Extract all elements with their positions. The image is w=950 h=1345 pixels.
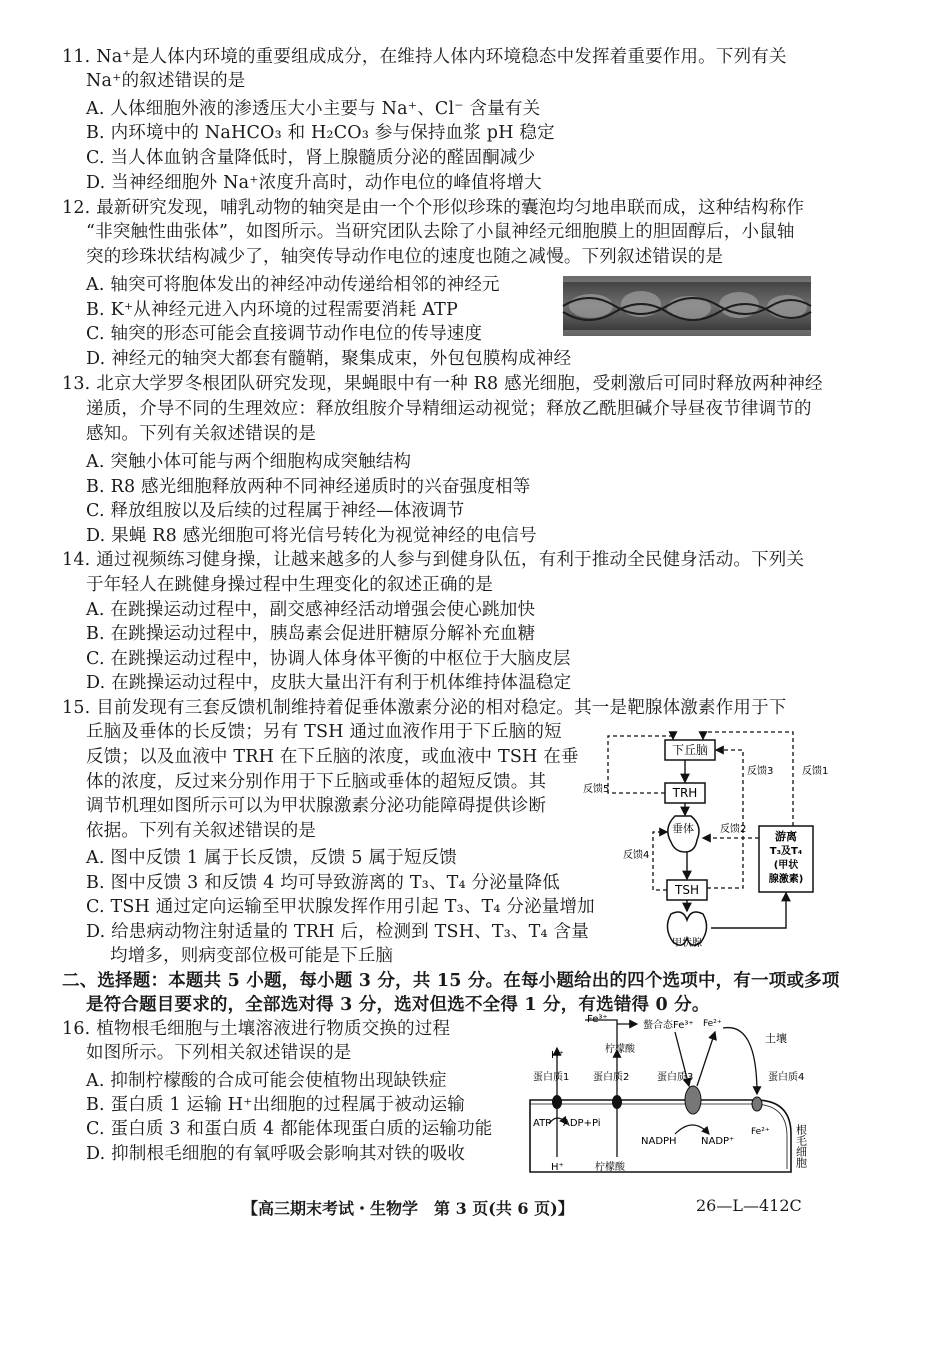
q11-stem-1: 11. Na⁺是人体内环境的重要组成成分，在维持人体内环境稳态中发挥着重要作用。下列有关 [62, 47, 787, 67]
protein-2-label: 蛋白质2 [593, 1072, 630, 1083]
h-top-label: H⁺ [551, 1050, 564, 1061]
q12-stem-3: 突的珍珠状结构减少了，轴突传导动作电位的速度也随之减慢。下列叙述错误的是 [86, 247, 724, 267]
q15-option-c: C. TSH 通过定向运输至甲状腺发挥作用引起 T₃、T₄ 分泌量增加 [86, 897, 595, 917]
protein-1-label: 蛋白质1 [533, 1072, 570, 1083]
q16-option-a: A. 抑制柠檬酸的合成可能会使植物出现缺铁症 [86, 1071, 447, 1091]
feedback-4-label: 反馈4 [623, 850, 650, 861]
q15-option-d-1: D. 给患病动物注射适量的 TRH 后，检测到 TSH、T₃、T₄ 含量 [86, 922, 589, 942]
feedback-2-label: 反馈2 [720, 824, 747, 835]
free-hormone-label-1: 游离 [775, 830, 797, 843]
feedback-1-label: 反馈1 [802, 766, 829, 777]
q16-option-d: D. 抑制根毛细胞的有氧呼吸会影响其对铁的吸收 [86, 1144, 466, 1164]
q11-option-d: D. 当神经细胞外 Na⁺浓度升高时，动作电位的峰值将增大 [86, 173, 542, 193]
q14-option-d: D. 在跳操运动过程中，皮肤大量出汗有利于机体维持体温稳定 [86, 673, 572, 693]
feedback-3-label: 反馈3 [747, 766, 774, 777]
thyroid-label: 甲状腺 [672, 938, 702, 949]
q13-option-b: B. R8 感光细胞释放两种不同神经递质时的兴奋强度相等 [86, 477, 531, 497]
hypothalamus-label: 下丘脑 [671, 743, 709, 757]
fe2-in-label: Fe²⁺ [751, 1127, 770, 1137]
q12-option-d: D. 神经元的轴突大都套有髓鞘，聚集成束，外包包膜构成神经 [86, 349, 572, 369]
q13-option-c: C. 释放组胺以及后续的过程属于神经—体液调节 [86, 501, 465, 521]
q15-stem-5: 调节机理如图所示可以为甲状腺激素分泌功能障碍提供诊断 [86, 796, 547, 816]
q15-stem-6: 依据。下列有关叙述错误的是 [86, 821, 317, 841]
protein-4 [752, 1097, 762, 1111]
q13-stem-1: 13. 北京大学罗冬根团队研究发现，果蝇眼中有一种 R8 感光细胞，受刺激后可同时释放两种神经 [62, 374, 823, 394]
q12-option-a: A. 轴突可将胞体发出的神经冲动传递给相邻的神经元 [86, 275, 500, 295]
root-hair-cell-label: 根毛细胞 [794, 1124, 808, 1168]
free-hormone-label-2: T₃及T₄ [769, 846, 803, 857]
q11-option-a: A. 人体细胞外液的渗透压大小主要与 Na⁺、Cl⁻ 含量有关 [86, 99, 541, 119]
tsh-label: TSH [675, 883, 699, 897]
q12-option-c: C. 轴突的形态可能会直接调节动作电位的传导速度 [86, 324, 483, 344]
q14-stem-1: 14. 通过视频练习健身操，让越来越多的人参与到健身队伍，有利于推动全民健身活动。下列关 [62, 550, 805, 570]
atp-label: ATP [533, 1118, 552, 1129]
q11-stem-2: Na⁺的叙述错误的是 [86, 71, 246, 91]
q16-stem-1: 16. 植物根毛细胞与土壤溶液进行物质交换的过程 [62, 1019, 451, 1039]
q12-option-b: B. K⁺从神经元进入内环境的过程需要消耗 ATP [86, 300, 458, 320]
soil-label: 土壤 [765, 1032, 787, 1045]
chelate-label: 螯合态Fe³⁺ [643, 1020, 694, 1031]
fe3-label: Fe³⁺ [587, 1014, 608, 1025]
feedback-5-label: 反馈5 [583, 784, 610, 795]
nadp-label: NADP⁺ [701, 1136, 735, 1147]
q11-option-b: B. 内环境中的 NaHCO₃ 和 H₂CO₃ 参与保持血浆 pH 稳定 [86, 123, 555, 143]
q13-stem-2: 递质，介导不同的生理效应：释放组胺介导精细运动视觉；释放乙酰胆碱介导昼夜节律调节的 [86, 399, 812, 419]
q14-stem-2: 于年轻人在跳健身操过程中生理变化的叙述正确的是 [86, 575, 494, 595]
footer-code: 26—L—412C [696, 1196, 802, 1215]
pituitary-label: 垂体 [672, 822, 694, 835]
q14-option-c: C. 在跳操运动过程中，协调人体身体平衡的中枢位于大脑皮层 [86, 649, 571, 669]
q12-stem-1: 12. 最新研究发现，哺乳动物的轴突是由一个个形似珍珠的囊泡均匀地串联而成，这种结构称作 [62, 198, 805, 218]
q15-option-a: A. 图中反馈 1 属于长反馈，反馈 5 属于短反馈 [86, 848, 457, 868]
protein-3-label: 蛋白质3 [657, 1072, 694, 1083]
adp-label: ADP+Pi [563, 1118, 601, 1129]
thyroid-feedback-diagram [583, 728, 829, 954]
q15-stem-4: 体的浓度，反过来分别作用于下丘脑或垂体的超短反馈。其 [86, 772, 547, 792]
free-hormone-label-4: 腺激素) [768, 874, 804, 885]
free-hormone-label-3: (甲状 [773, 860, 799, 871]
root-hair-cell-diagram [525, 1012, 820, 1177]
q16-stem-2: 如图所示。下列相关叙述错误的是 [86, 1043, 352, 1063]
q13-stem-3: 感知。下列有关叙述错误的是 [86, 424, 317, 444]
q15-stem-2: 丘脑及垂体的长反馈；另有 TSH 通过血液作用于下丘脑的短 [86, 722, 562, 742]
q14-option-b: B. 在跳操运动过程中，胰岛素会促进肝糖原分解补充血糖 [86, 624, 536, 644]
q14-option-a: A. 在跳操运动过程中，副交感神经活动增强会使心跳加快 [86, 600, 536, 620]
footer-title: 【高三期末考试・生物学 第 3 页(共 6 页)】 [242, 1199, 574, 1218]
axon-micrograph [563, 276, 811, 336]
q15-option-b: B. 图中反馈 3 和反馈 4 均可导致游离的 T₃、T₄ 分泌量降低 [86, 873, 561, 893]
q15-stem-3: 反馈；以及血液中 TRH 在下丘脑的浓度，或血液中 TSH 在垂 [86, 747, 579, 767]
q15-stem-1: 15. 目前发现有三套反馈机制维持着促垂体激素分泌的相对稳定。其一是靶腺体激素作用于下 [62, 698, 787, 718]
trh-label: TRH [672, 786, 698, 800]
fe2-top-label: Fe²⁺ [703, 1019, 722, 1029]
protein-3 [685, 1086, 701, 1114]
h-bottom-label: H⁺ [551, 1162, 564, 1173]
section-2-header-1: 二、选择题：本题共 5 小题，每小题 3 分，共 15 分。在每小题给出的四个选项中，有一项或多项 [62, 971, 840, 991]
q13-option-d: D. 果蝇 R8 感光细胞可将光信号转化为视觉神经的电信号 [86, 526, 537, 546]
q12-stem-2: “非突触性曲张体”，如图所示。当研究团队去除了小鼠神经元细胞膜上的胆固醇后，小鼠轴 [86, 222, 795, 242]
q13-option-a: A. 突触小体可能与两个细胞构成突触结构 [86, 452, 412, 472]
q11-option-c: C. 当人体血钠含量降低时，肾上腺髓质分泌的醛固酮减少 [86, 148, 536, 168]
q16-option-b: B. 蛋白质 1 运输 H⁺出细胞的过程属于被动运输 [86, 1095, 466, 1115]
citric-top-label: 柠檬酸 [605, 1044, 635, 1055]
nadph-label: NADPH [641, 1136, 677, 1147]
protein-4-label: 蛋白质4 [768, 1072, 805, 1083]
section-2-header-2: 是符合题目要求的，全部选对得 3 分，选对但选不全得 1 分，有选错得 0 分。 [86, 995, 710, 1015]
q16-option-c: C. 蛋白质 3 和蛋白质 4 都能体现蛋白质的运输功能 [86, 1119, 493, 1139]
citric-bottom-label: 柠檬酸 [595, 1162, 625, 1173]
q15-option-d-2: 均增多，则病变部位极可能是下丘脑 [110, 946, 394, 966]
